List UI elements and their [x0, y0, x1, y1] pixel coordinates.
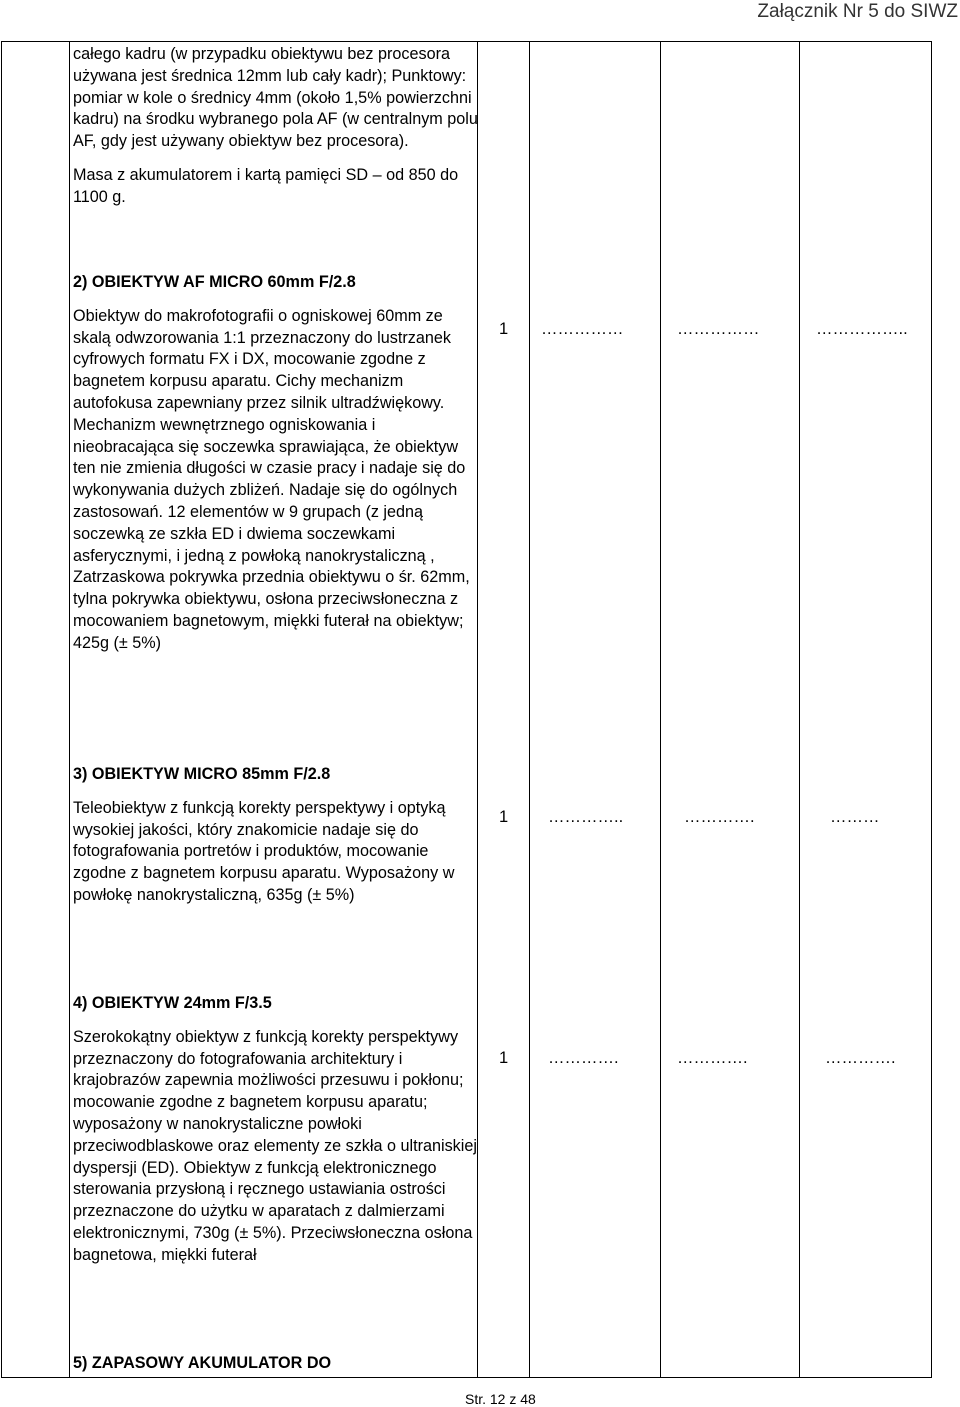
table-divider-1	[69, 41, 70, 1378]
weight-text: Masa z akumulatorem i kartą pamięci SD – od 850 do 1100 g.	[73, 165, 459, 206]
item-description: Teleobiektyw z funkcją korekty perspektywy i optyką wysokiej jakości, który znakomicie nadaje się do fotografowania portretów i produktów, mocowanie zgodne z bagnetem korpusu aparatu. Wyposażony w powłokę nanokrystaliczną, 635g (± 5%)	[73, 798, 455, 904]
item-title: 3) OBIEKTYW MICRO 85mm F/2.8	[73, 765, 331, 783]
item-lens-85mm	[73, 764, 478, 907]
item-quantity: 1	[499, 1049, 509, 1067]
item-title: 5) ZAPASOWY AKUMULATOR DO	[73, 1354, 332, 1372]
unit-price-placeholder: …………..	[548, 808, 624, 826]
net-value-placeholder: ………….	[684, 808, 755, 826]
table-border-top	[1, 41, 932, 42]
gross-value-placeholder: ………….	[825, 1049, 896, 1067]
net-value-placeholder: ……………	[677, 320, 760, 338]
item-title: 4) OBIEKTYW 24mm F/3.5	[73, 994, 272, 1012]
item-quantity: 1	[499, 320, 509, 338]
item-description: Obiektyw do makrofotografii o ogniskowej 60mm ze skalą odwzorowania 1:1 przeznaczony do lustrzanek cyfrowych formatu FX i DX, mocowanie zgodne z bagnetem korpusu aparatu. Cichy mechanizm autofokusa zapewniany przez silnik ultradźwiękowy. Mechanizm wewnętrznego ogniskowania i nieobracająca się soczewka sprawiająca, że obiektyw ten nie zmienia długości w czasie pracy i nadaje się do wykonywania dużych zbliżeń. Nadaje się do ogólnych zastosowań. 12 elementów w 9 grupach (z jedną soczewką ze szkła ED i dwiema soczewkami asferycznymi, i jedną z powłoką nanokrystaliczną , Zatrzaskowa pokrywka przednia obiektywu o śr. 62mm, tylna pokrywka obiektywu, osłona przeciwsłoneczna z mocowaniem bagnetowym, miękki futerał na obiektyw; 425g (± 5%)	[73, 306, 470, 652]
unit-price-placeholder: ……………	[541, 320, 624, 338]
item-spare-battery	[73, 1353, 478, 1375]
gross-value-placeholder: ………	[830, 808, 880, 826]
attachment-label: Załącznik Nr 5 do SIWZ	[757, 1, 958, 22]
page-number: Str. 12 z 48	[465, 1391, 536, 1407]
table-divider-5	[799, 41, 800, 1378]
table-border-right	[931, 41, 932, 1378]
continued-description	[73, 44, 478, 209]
table-border-bottom	[1, 1377, 932, 1378]
unit-price-placeholder: ………….	[548, 1049, 619, 1067]
table-border-left	[1, 41, 2, 1378]
table-divider-4	[660, 41, 661, 1378]
item-description: Szerokokątny obiektyw z funkcją korekty perspektywy przeznaczony do fotografowania architektury i krajobrazów zapewnia możliwości przesuwu i pokłonu; mocowanie zgodne z bagnetem korpusu aparatu; wyposażony w nanokrystaliczne powłoki przeciwodblaskowe oraz elementy ze szkła o ultraniskiej dyspersji (ED). Obiektyw z funkcją elektronicznego sterowania przysłoną i ręcznego ustawiania ostrości przeznaczone do użytku w aparatach z dalmierzami elektronicznymi, 730g (± 5%). Przeciwsłoneczna osłona bagnetowa, miękki futerał	[73, 1027, 477, 1264]
item-lens-60mm	[73, 272, 478, 655]
item-title: 2) OBIEKTYW AF MICRO 60mm F/2.8	[73, 273, 356, 291]
metering-text: całego kadru (w przypadku obiektywu bez procesora używana jest średnica 12mm lub cały kadr); Punktowy: pomiar w kole o średnicy 4mm (około 1,5% powierzchni kadru) na środku wybranego pola AF (w centralnym polu AF, gdy jest używany obiektyw bez procesora).	[73, 45, 478, 151]
table-divider-3	[529, 41, 530, 1378]
item-lens-24mm	[73, 993, 478, 1267]
gross-value-placeholder: ……………..	[816, 320, 908, 338]
item-quantity: 1	[499, 808, 509, 826]
net-value-placeholder: ………….	[677, 1049, 748, 1067]
